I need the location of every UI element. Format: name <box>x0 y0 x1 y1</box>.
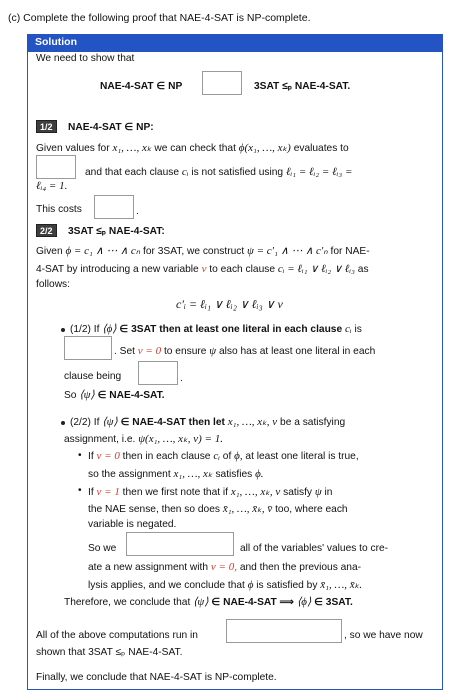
bullet1-line2-text-c: also has at least one literal in each <box>218 346 376 357</box>
subbullet2-line2-text-a: the NAE sense, then so does <box>88 504 220 515</box>
part2-line2 <box>36 262 369 275</box>
bullet2-line1-psi: ⟨ψ⟩ <box>102 416 118 428</box>
bullet2-line1 <box>70 415 345 428</box>
bullet1-line1-ci: cᵢ <box>344 323 352 335</box>
part1-line2-text-a: and that each clause <box>85 167 180 178</box>
blank-box-cost[interactable] <box>94 195 134 219</box>
bullet2-line1-text-b: ∈ NAE-4-SAT then let <box>120 417 225 428</box>
part1-line2 <box>85 166 352 178</box>
subbullet1-line2-vars: x₁, …, xₖ <box>173 468 213 480</box>
part1-title: NAE-4-SAT ∈ NP: <box>68 122 154 133</box>
part1-line1-vars: x₁, …, xₖ <box>112 142 152 154</box>
conclusion-phi: ⟨ϕ⟩ <box>296 596 312 608</box>
bullet1-line1-text-c: is <box>354 324 362 335</box>
negate-para-text-a: So we <box>88 543 117 554</box>
bullet1-line1-phi: ⟨ϕ⟩ <box>102 323 117 335</box>
part1-cost-end: . <box>136 206 139 217</box>
part1-line3: ℓᵢ₄ = 1. <box>36 180 68 192</box>
bullet2-line1-text-a: (2/2) If <box>70 417 100 428</box>
part2-line2-text-a: 4-SAT by introducing a new variable <box>36 264 199 275</box>
conclusion-psi: ⟨ψ⟩ <box>193 596 209 608</box>
blank-box-runtime[interactable] <box>226 619 342 643</box>
bullet2-line2-text-a: assignment, i.e. <box>64 434 136 445</box>
goal-np-statement: NAE-4-SAT ∈ NP <box>100 81 183 92</box>
part1-line1-phi: ϕ(x₁, …, xₖ) <box>238 142 291 154</box>
part2-formula: c′ᵢ = ℓᵢ₁ ∨ ℓᵢ₂ ∨ ℓᵢ₃ ∨ v <box>176 297 283 311</box>
part2-line1-text-c: for NAE- <box>330 246 370 257</box>
part1-line1-text-b: we can check that <box>154 143 236 154</box>
subbullet1-line1 <box>88 450 359 462</box>
part2-title: 3SAT ≤ₚ NAE-4-SAT: <box>68 226 165 237</box>
subbullet-2-marker: • <box>78 485 82 496</box>
final-line1-text-a: All of the above computations run in <box>36 630 198 641</box>
bullet1-line2 <box>114 345 375 357</box>
negate-para-line3-phi: ϕ <box>247 579 254 591</box>
part2-line1-phi: ϕ = c₁ ∧ ⋯ ∧ cₙ <box>65 245 141 257</box>
conclusion-line <box>64 595 353 608</box>
part2-line1-text-a: Given <box>36 246 63 257</box>
subbullet2-text-a: If <box>88 487 94 498</box>
subbullet2-line2-vars: x̄₁, …, x̄ₖ, v̄ <box>222 503 273 515</box>
part2-line2-eq: cᵢ = ℓᵢ₁ ∨ ℓᵢ₂ ∨ ℓᵢ₃ <box>277 263 355 275</box>
subbullet1-line2 <box>88 467 264 480</box>
bullet1-line1-text-b: ∈ 3SAT then at least one literal in each clause <box>119 324 343 335</box>
final-line1-text-b: , so we have now <box>344 630 423 641</box>
negate-para-line3-text-b: is satisfied by <box>256 580 318 591</box>
blank-box-literal-true[interactable] <box>64 336 112 360</box>
blank-box-clause-being[interactable] <box>138 361 178 385</box>
negate-para-line2-text-a: ate a new assignment with <box>88 562 209 573</box>
bullet1-line2-text-b: to ensure <box>163 346 207 357</box>
subbullet2-v: v = 1 <box>96 486 120 498</box>
part2-line1-text-b: for 3SAT, we construct <box>143 246 245 257</box>
solution-header <box>27 34 443 52</box>
part1-line1-text-a: Given values for <box>36 143 110 154</box>
bullet1-line4-text-b: ∈ NAE-4-SAT. <box>97 390 165 401</box>
subbullet2-text-b: then we first note that if <box>122 487 228 498</box>
part1-line2-ci: cᵢ <box>181 166 189 178</box>
subbullet1-ci: cᵢ <box>213 450 220 462</box>
negate-para-line3-vars: x̄₁, …, x̄ₖ. <box>320 579 363 591</box>
subbullet1-v: v = 0 <box>96 450 120 462</box>
bullet1-line4 <box>64 388 165 401</box>
part1-line2-eq: ℓᵢ₁ = ℓᵢ₂ = ℓᵢ₃ = <box>285 166 353 178</box>
bullet1-line4-psi: ⟨ψ⟩ <box>79 389 95 401</box>
subbullet1-phi: ϕ, <box>234 450 243 462</box>
subbullet1-line2-phi: ϕ. <box>255 468 264 480</box>
negate-para-text-b: all of the variables' values to cre- <box>240 543 389 554</box>
bullet1-line3: clause being <box>64 371 122 382</box>
subbullet1-text-a: If <box>88 451 94 462</box>
part1-line2-text-b: is not satisfied using <box>191 167 284 178</box>
bullet-1-dot <box>61 328 65 332</box>
subbullet-1-marker: • <box>78 450 82 461</box>
blank-box-connector[interactable] <box>202 71 242 95</box>
subbullet2-line2 <box>88 502 348 515</box>
part1-line1-text-c: evaluates to <box>293 143 349 154</box>
bullet2-line1-vars: x₁, …, xₖ, v <box>227 416 278 428</box>
subbullet1-text-c: of <box>222 451 232 462</box>
subbullet1-line2-text-a: so the assignment <box>88 469 171 480</box>
part2-line2-v: v <box>201 263 207 275</box>
part2-line1-psi: ψ = c′₁ ∧ ⋯ ∧ c′ₙ <box>247 245 328 257</box>
question-text: (c) Complete the following proof that NAE-4-SAT is NP-complete. <box>8 12 311 24</box>
conclusion-text-a: Therefore, we conclude that <box>64 597 191 608</box>
subbullet2-vars: x₁, …, xₖ, v <box>230 486 281 498</box>
conclusion-text-c: ∈ 3SAT. <box>314 597 353 608</box>
part2-line2-text-b: to each clause <box>209 264 275 275</box>
bullet-2-dot <box>61 421 65 425</box>
negate-para-line2 <box>88 561 361 573</box>
goal-reduction-statement: 3SAT ≤ₚ NAE-4-SAT. <box>254 81 351 92</box>
subbullet1-line2-text-b: satisfies <box>215 469 253 480</box>
negate-para-line2-v: v = 0, <box>210 561 237 573</box>
negate-para-line3 <box>88 578 362 591</box>
intro-text: We need to show that <box>36 53 135 64</box>
negate-para-line3-text-a: lysis applies, and we conclude that <box>88 580 245 591</box>
subbullet2-line1 <box>88 485 332 498</box>
subbullet2-text-d: in <box>324 487 333 498</box>
part2-line1 <box>36 244 370 257</box>
bullet1-line1 <box>70 322 362 335</box>
bullet2-line2-eq: ψ(x₁, …, xₖ, v) = 1. <box>138 433 223 445</box>
part2-line2-text-c: as <box>357 264 369 275</box>
subbullet1-text-b: then in each clause <box>122 451 211 462</box>
solution-header-label: Solution <box>35 36 77 48</box>
bullet1-line2-text-a: . Set <box>114 346 135 357</box>
part1-badge: 1/2 <box>36 120 57 133</box>
bullet2-line1-text-c: be a satisfying <box>280 417 346 428</box>
part2-badge: 2/2 <box>36 224 57 237</box>
bullet1-line2-v: v = 0 <box>137 345 162 357</box>
conclusion-text-b: ∈ NAE-4-SAT ⟹ <box>211 597 295 608</box>
subbullet2-line3: variable is negated. <box>88 519 177 530</box>
blank-box-evaluates-to[interactable] <box>36 155 76 179</box>
bullet1-line3-end: . <box>180 373 183 384</box>
part1-line1 <box>36 141 349 154</box>
subbullet1-text-d: at least one literal is true, <box>245 451 359 462</box>
blank-box-negate[interactable] <box>126 532 234 556</box>
negate-para-line2-text-b: and then the previous ana- <box>239 562 362 573</box>
bullet1-line1-text-a: (1/2) If <box>70 324 100 335</box>
final-line2: shown that 3SAT ≤ₚ NAE-4-SAT. <box>36 647 183 658</box>
subbullet2-line2-text-b: too, where each <box>275 504 348 515</box>
bullet1-line4-text-a: So <box>64 390 77 401</box>
part1-cost-label: This costs <box>36 204 82 215</box>
bullet2-line2 <box>64 432 223 445</box>
subbullet2-psi: ψ <box>314 486 322 498</box>
final-line3: Finally, we conclude that NAE-4-SAT is NP-complete. <box>36 672 277 683</box>
bullet1-line2-psi: ψ <box>209 345 217 357</box>
part2-line3: follows: <box>36 279 70 290</box>
subbullet2-text-c: satisfy <box>283 487 312 498</box>
